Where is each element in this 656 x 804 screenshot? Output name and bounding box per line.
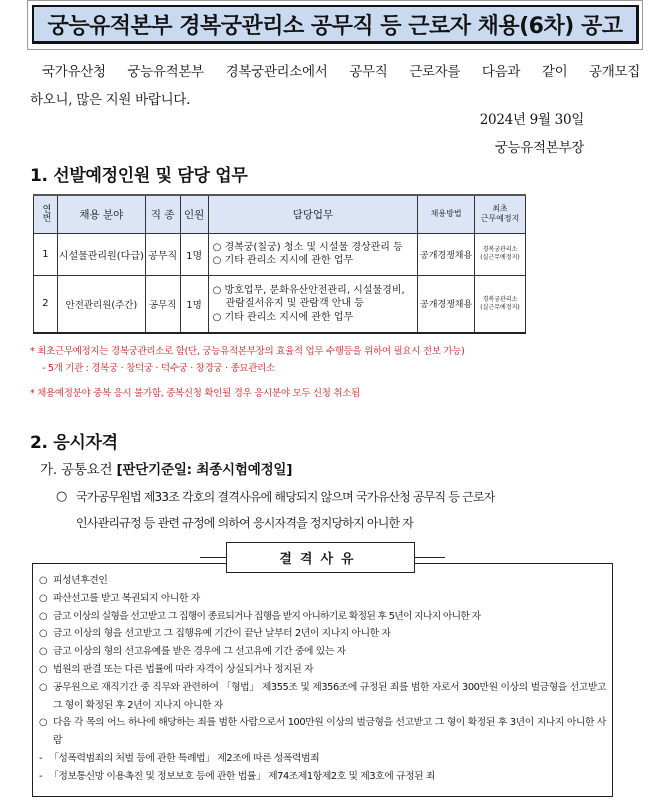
eligibility-bullet bbox=[56, 484, 636, 536]
location-line2: (실근무예정지) bbox=[480, 303, 520, 311]
header-duties: 담당업무 bbox=[208, 195, 418, 233]
section-2-heading: 2. 응시자격 bbox=[30, 433, 118, 453]
eligibility-line-1: 국가공무원법 제33조 각호의 결격사유에 해당되지 않으며 국가유산청 공무직 등 근로자 bbox=[76, 490, 495, 504]
circle-bullet-icon: ○ bbox=[39, 663, 48, 675]
circle-bullet-icon: ○ bbox=[39, 575, 48, 586]
list-item bbox=[39, 643, 606, 661]
cell-field: 안전관리원(주간) bbox=[57, 275, 145, 333]
title-frame bbox=[27, 0, 643, 50]
note-work-location: * 최초근무예정지는 경복궁관리소로 함(단, 궁능유적본부장의 효율적 업무 수행등을 위하여 필요시 전보 가능) bbox=[30, 346, 465, 357]
item-text: 파산선고를 받고 복권되지 아니한 자 bbox=[53, 592, 200, 604]
circle-bullet-icon: ○ bbox=[39, 646, 48, 658]
cell-type: 공무직 bbox=[145, 275, 180, 333]
disqualifications-list bbox=[39, 572, 606, 786]
table-row bbox=[34, 233, 526, 275]
cell-count: 1명 bbox=[180, 275, 208, 333]
cell-method: 공개경쟁채용 bbox=[418, 275, 475, 333]
header-no: 연번 bbox=[34, 195, 58, 233]
item-text: 법원의 판결 또는 다른 법률에 따라 자격이 상실되거나 정지된 자 bbox=[53, 663, 314, 675]
item-text: 금고 이상의 실형을 선고받고 그 집행이 종료되거나 집행을 받지 아니하기로 확정된 후 5년이 지나지 아니한 자 bbox=[53, 610, 481, 622]
list-item bbox=[39, 625, 606, 643]
intro-line-2: 하오니, 많은 지원 바랍니다. bbox=[30, 92, 191, 108]
location-line1: 경복궁관리소 bbox=[482, 295, 518, 303]
list-item bbox=[39, 714, 606, 750]
subheading-prefix: 가. 공통요건 bbox=[40, 462, 117, 478]
cell-location bbox=[475, 275, 526, 333]
cell-duties bbox=[208, 275, 418, 333]
circle-bullet-icon: ○ bbox=[39, 717, 48, 729]
page-title: 궁능유적본부 경복궁관리소 공무직 등 근로자 채용(6차) 공고 bbox=[32, 5, 639, 44]
circle-bullet-icon: ○ bbox=[39, 610, 48, 622]
circle-bullet-icon: ○ bbox=[39, 628, 48, 640]
label-connector-line bbox=[415, 557, 445, 558]
circle-bullet-icon: ○ bbox=[39, 592, 48, 604]
list-item bbox=[39, 661, 606, 679]
header-location bbox=[475, 195, 526, 233]
disqualifications-label: 결격사유 bbox=[226, 542, 415, 573]
header-method: 채용방법 bbox=[418, 195, 475, 233]
list-item bbox=[39, 608, 606, 626]
intro-line-1: 국가유산청 궁능유적본부 경복궁관리소에서 공무직 근로자를 다음과 같이 공개모집 bbox=[42, 64, 640, 80]
item-text: 금고 이상의 형의 선고유예를 받은 경우에 그 선고유예 기간 중에 있는 자 bbox=[53, 646, 346, 658]
item-text: 다음 각 목의 어느 하나에 해당하는 죄를 범한 사람으로서 100만원 이상의 벌금형을 선고받고 그 형이 확정된 후 3년이 지나지 아니한 사람 bbox=[53, 717, 606, 747]
duty-item: ○ 경복궁(칠궁) 청소 및 시설물 경상관리 등 bbox=[212, 241, 403, 253]
header-type: 직 종 bbox=[145, 195, 180, 233]
eligibility-line-2: 인사관리규정 등 관련 규정에 의하여 응시자격을 정지당하지 아니한 자 bbox=[76, 516, 414, 530]
location-line2: (실근무예정지) bbox=[480, 254, 520, 261]
list-item bbox=[39, 768, 606, 786]
label-connector-line bbox=[200, 557, 226, 558]
cell-method: 공개경쟁채용 bbox=[418, 233, 475, 275]
cell-location bbox=[475, 233, 526, 275]
note-duplicate-application: * 채용예정분야 중복 응시 불가함, 중복신청 확인될 경우 응시분야 모두 신청 취소됨 bbox=[30, 388, 361, 399]
section-1-heading: 1. 선발예정인원 및 담당 업무 bbox=[30, 166, 248, 186]
notes bbox=[30, 343, 465, 402]
item-text: 금고 이상의 형을 선고받고 그 집행유예 기간이 끝난 날부터 2년이 지나지 아니한 자 bbox=[53, 628, 391, 640]
cell-duties bbox=[208, 233, 418, 275]
cell-no: 1 bbox=[34, 233, 58, 275]
circle-bullet-icon: ○ bbox=[39, 681, 48, 693]
item-text: 피성년후견인 bbox=[53, 575, 108, 586]
cell-field: 시설물관리원(다급) bbox=[57, 233, 145, 275]
duty-item: ○ 방호업무, 문화유산안전관리, 시설물경비, 관람질서유지 및 관람객 안내 등 bbox=[212, 284, 405, 309]
header-location-line1: 최초 bbox=[492, 204, 508, 214]
table-header-row bbox=[34, 195, 526, 233]
duty-item: ○ 기타 관리소 지시에 관한 업무 bbox=[212, 311, 354, 323]
item-text: 「성폭력범죄의 처벌 등에 관한 특례법」 제2조에 따른 성폭력범죄 bbox=[49, 752, 320, 764]
note-work-location-sub: - 5개 기관 : 경복궁 · 창덕궁 · 덕수궁 · 창경궁 · 종묘관리소 bbox=[42, 363, 275, 374]
item-text: 「정보통신망 이용촉진 및 정보보호 등에 관한 법률」 제74조제1항제2호 및 제3호에 규정된 죄 bbox=[49, 770, 435, 782]
list-item bbox=[39, 572, 606, 590]
table-row bbox=[34, 275, 526, 333]
circle-bullet-icon: ○ bbox=[56, 489, 67, 504]
cell-count: 1명 bbox=[180, 233, 208, 275]
cell-no: 2 bbox=[34, 275, 58, 333]
dash-bullet-icon: - bbox=[39, 770, 43, 782]
header-field: 채용 분야 bbox=[57, 195, 145, 233]
header-count: 인원 bbox=[180, 195, 208, 233]
announcement-date: 2024년 9월 30일 bbox=[479, 112, 584, 128]
common-requirements-heading bbox=[40, 458, 292, 478]
subheading-criteria: [판단기준일: 최종시험예정일] bbox=[116, 462, 293, 478]
list-item bbox=[39, 750, 606, 768]
issuer: 궁능유적본부장 bbox=[494, 140, 584, 156]
list-item bbox=[39, 679, 606, 715]
duty-item: ○ 기타 관리소 지시에 관한 업무 bbox=[212, 255, 354, 266]
cell-type: 공무직 bbox=[145, 233, 180, 275]
list-item bbox=[39, 590, 606, 608]
positions-table bbox=[33, 194, 526, 334]
disqualifications-box bbox=[32, 563, 613, 797]
intro-paragraph bbox=[30, 58, 640, 114]
location-line1: 경복궁관리소 bbox=[482, 246, 518, 253]
dash-bullet-icon: - bbox=[39, 752, 43, 764]
item-text: 공무원으로 재직기간 중 직무와 관련하여 「형법」 제355조 및 제356조에 규정된 죄를 범한 자로서 300만원 이상의 벌금형을 선고받고 그 형이 확정된 후 2년이 지나지 아니한 자 bbox=[53, 681, 606, 711]
header-location-line2: 근무예정지 bbox=[480, 214, 520, 224]
